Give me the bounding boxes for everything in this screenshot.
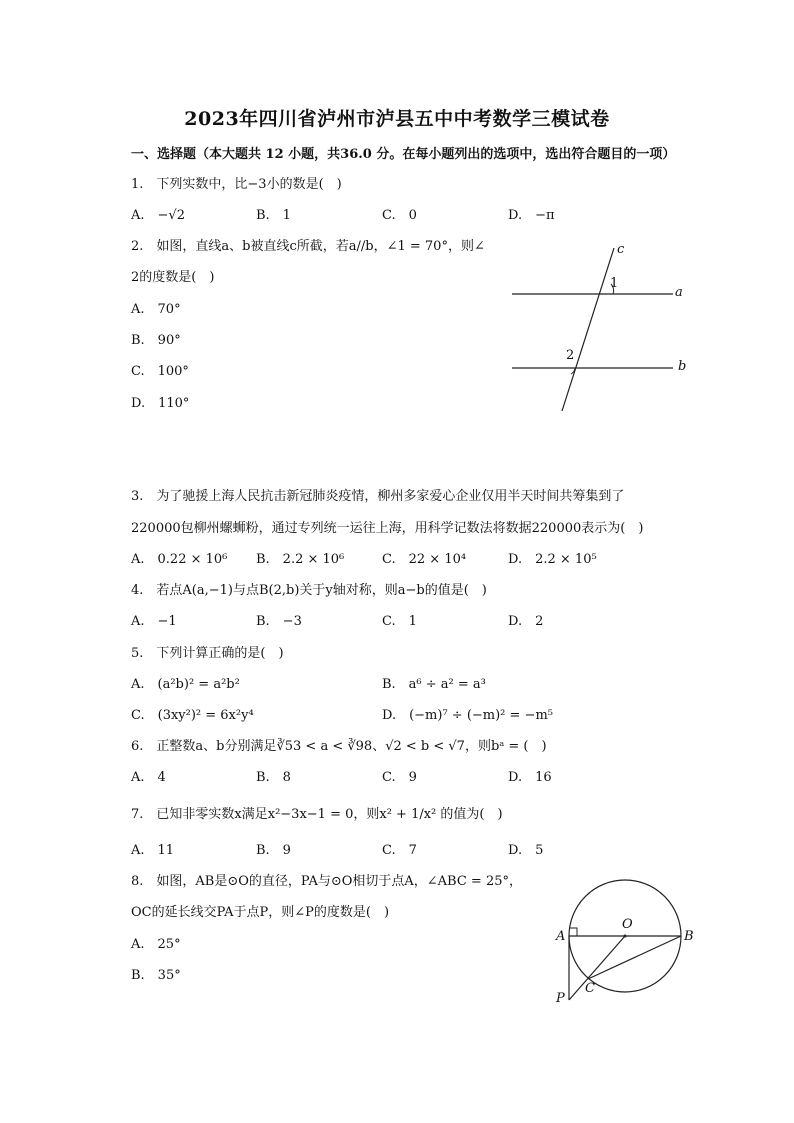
question-5-option-a: A. (a²b)² = a²b² — [131, 677, 240, 692]
question-5-stem: 5. 下列计算正确的是( ) — [131, 646, 284, 661]
question-1-option-b: B. 1 — [256, 208, 291, 223]
question-4-option-d: D. 2 — [508, 614, 544, 629]
question-3-option-d: D. 2.2 × 10⁵ — [508, 552, 597, 567]
label-c: c — [617, 242, 625, 257]
question-4-option-a: A. −1 — [131, 614, 177, 629]
label-o: O — [622, 917, 633, 932]
question-3-option-b: B. 2.2 × 10⁶ — [256, 552, 345, 567]
question-3-stem-line-2: 220000包柳州螺蛳粉，通过专列统一运往上海，用科学记数法将数据220000表示为( ) — [131, 521, 644, 536]
right-angle-mark — [569, 928, 577, 936]
question-8-stem-line-2: OC的延长线交PA于点P，则∠P的度数是( ) — [131, 905, 390, 920]
label-p: P — [556, 991, 565, 1006]
label-a: A — [556, 929, 566, 944]
question-1-option-a: A. −√2 — [131, 208, 185, 223]
question-7-option-b: B. 9 — [256, 843, 291, 858]
question-6-option-b: B. 8 — [256, 770, 291, 785]
question-2-option-d: D. 110° — [131, 396, 190, 411]
label-angle-1: 1 — [610, 276, 619, 291]
label-b: B — [684, 929, 694, 944]
label-angle-2: 2 — [566, 348, 575, 363]
question-3-option-a: A. 0.22 × 10⁶ — [131, 552, 228, 567]
line-c — [562, 248, 614, 411]
label-a: a — [675, 285, 683, 300]
question-3-option-c: C. 22 × 10⁴ — [382, 552, 467, 567]
parallel-lines-figure — [505, 238, 695, 418]
page-title: 2023年四川省泸州市泸县五中中考数学三模试卷 — [184, 108, 610, 130]
question-4-option-c: C. 1 — [382, 614, 417, 629]
question-2-stem-line-2: 2的度数是( ) — [131, 270, 215, 285]
question-2-option-b: B. 90° — [131, 333, 181, 348]
question-5-option-d: D. (−m)⁷ ÷ (−m)² = −m⁵ — [382, 708, 553, 723]
question-6-option-c: C. 9 — [382, 770, 417, 785]
question-2-option-c: C. 100° — [131, 364, 189, 379]
question-2-option-a: A. 70° — [131, 302, 181, 317]
circle-tangent-figure — [550, 868, 700, 1013]
question-1-option-d: D. −π — [508, 208, 555, 223]
question-8-option-b: B. 35° — [131, 968, 181, 983]
question-7-option-a: A. 11 — [131, 843, 175, 858]
question-1-stem: 1. 下列实数中，比−3小的数是( ) — [131, 177, 342, 192]
question-6-stem: 6. 正整数a、b分别满足∛53 < a < ∛98、√2 < b < √7，则bᵃ = ( ) — [131, 739, 547, 754]
section-heading: 一、选择题（本大题共 12 小题，共36.0 分。在每小题列出的选项中，选出符合题目的一项） — [131, 147, 676, 162]
question-2-stem-line-1: 2. 如图，直线a、b被直线c所截，若a//b，∠1 = 70°，则∠ — [131, 239, 485, 254]
question-1-option-c: C. 0 — [382, 208, 417, 223]
question-6-option-a: A. 4 — [131, 770, 166, 785]
question-8-stem-line-1: 8. 如图，AB是⊙O的直径，PA与⊙O相切于点A，∠ABC = 25°， — [131, 874, 522, 889]
question-5-option-b: B. a⁶ ÷ a² = a³ — [382, 677, 486, 692]
question-8-option-a: A. 25° — [131, 937, 181, 952]
question-4-stem: 4. 若点A(a,−1)与点B(2,b)关于y轴对称，则a−b的值是( ) — [131, 583, 487, 598]
line-op — [569, 936, 625, 1000]
question-7-option-c: C. 7 — [382, 843, 417, 858]
label-b: b — [678, 359, 687, 374]
question-3-stem-line-1: 3. 为了驰援上海人民抗击新冠肺炎疫情，柳州多家爱心企业仅用半天时间共筹集到了 — [131, 489, 625, 504]
question-7-option-d: D. 5 — [508, 843, 544, 858]
question-5-option-c: C. (3xy²)² = 6x²y⁴ — [131, 708, 254, 723]
question-7-stem: 7. 已知非零实数x满足x²−3x−1 = 0，则x² + 1/x² 的值为( ) — [131, 807, 503, 822]
question-4-option-b: B. −3 — [256, 614, 302, 629]
label-c: C — [585, 981, 595, 996]
center-dot — [624, 935, 627, 938]
question-6-option-d: D. 16 — [508, 770, 552, 785]
